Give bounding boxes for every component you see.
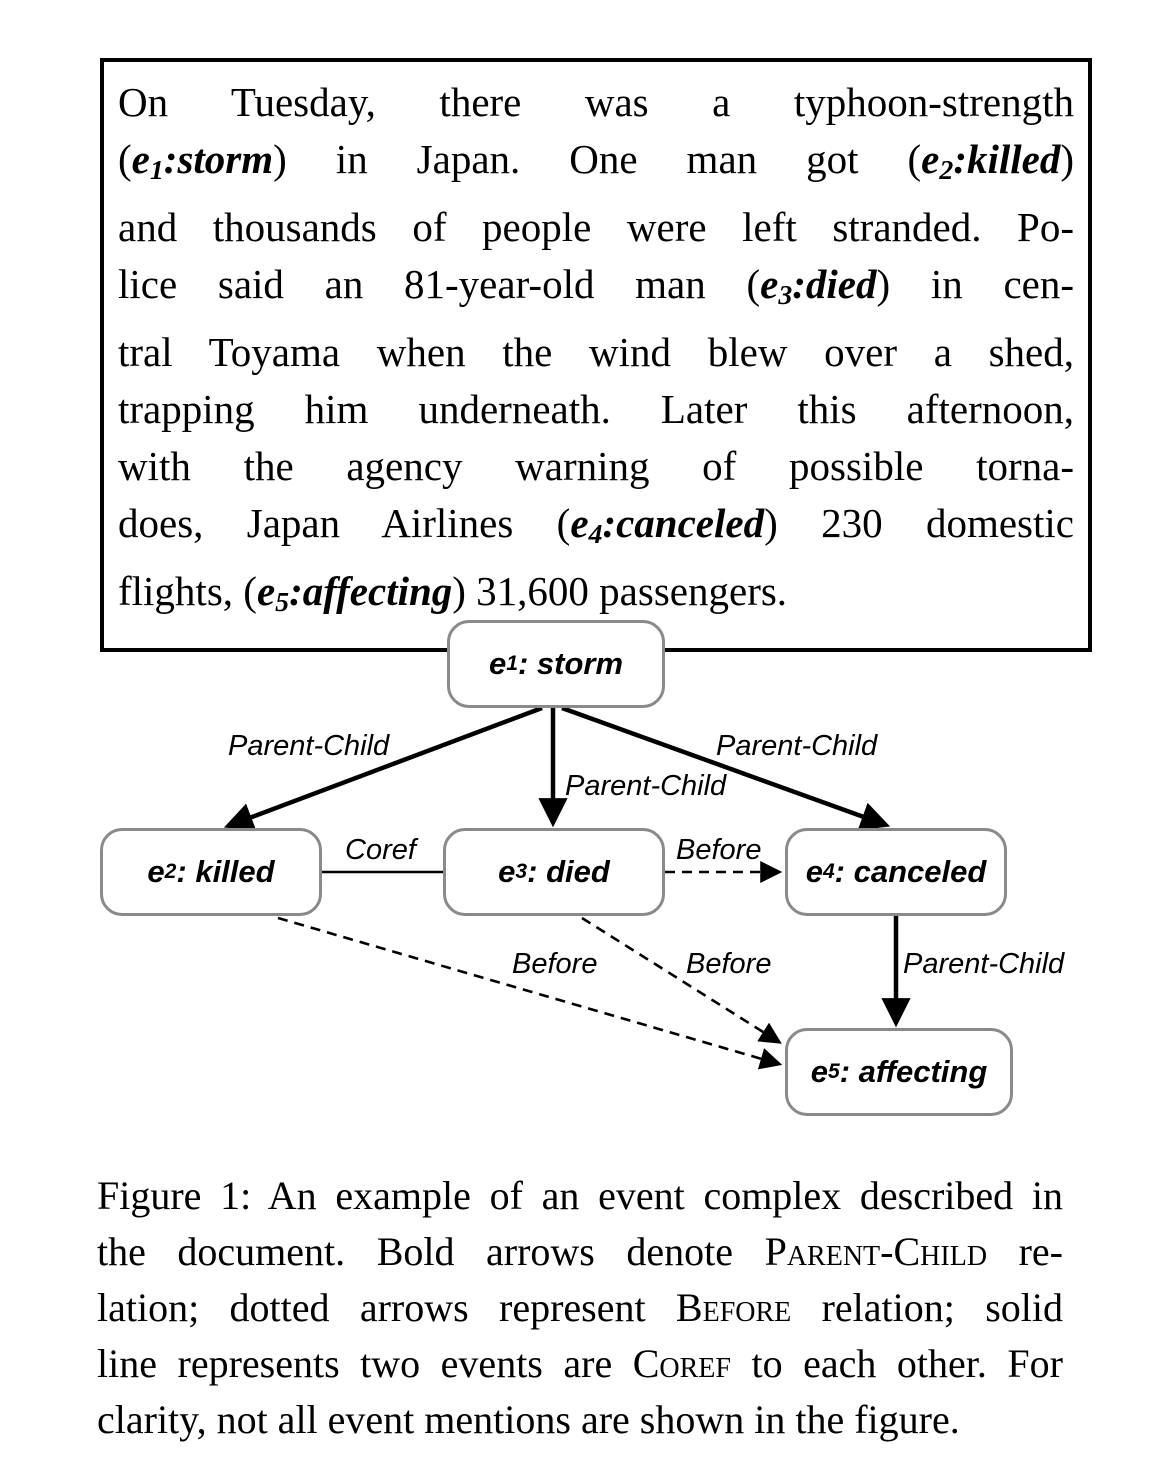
text-segment: with the agency warning of possible torna- bbox=[118, 443, 1074, 490]
text-line bbox=[97, 1336, 1063, 1392]
event-node-e4 bbox=[785, 828, 1007, 916]
text-segment: ( bbox=[118, 136, 132, 182]
text-segment-sc: Before bbox=[675, 1285, 792, 1330]
text-segment: flights, ( bbox=[118, 568, 257, 615]
text-segment: the document. Bold arrows denote bbox=[97, 1229, 765, 1274]
text-segment-evsub: 1 bbox=[149, 155, 164, 187]
text-segment: e bbox=[810, 1054, 828, 1089]
text-segment-ev: :affecting bbox=[289, 568, 453, 615]
text-segment: e bbox=[498, 854, 516, 889]
text-segment: lation; dotted arrows represent bbox=[97, 1285, 676, 1330]
text-segment: relation; solid bbox=[791, 1285, 1064, 1330]
text-segment-ev: e bbox=[760, 261, 779, 308]
text-segment: e bbox=[147, 854, 165, 889]
edge-label-before-left: Before bbox=[512, 948, 598, 980]
text-segment: ) bbox=[1060, 136, 1074, 182]
text-line bbox=[118, 324, 1074, 381]
text-segment: clarity, not all event mentions are shown in the figure. bbox=[97, 1397, 960, 1442]
figure-caption bbox=[97, 1168, 1063, 1448]
text-segment: On Tuesday, there was a typhoon-strength bbox=[118, 79, 1074, 125]
text-segment: e bbox=[488, 646, 507, 681]
example-text-box bbox=[100, 58, 1092, 652]
text-segment-evsub: 2 bbox=[939, 155, 954, 187]
text-segment-evsub: 4 bbox=[588, 519, 603, 551]
text-segment-ev: :killed bbox=[953, 136, 1061, 182]
edge-label-coref: Coref bbox=[345, 834, 416, 866]
text-segment: : storm bbox=[517, 646, 624, 681]
text-segment: and thousands of people were left stranded. Po- bbox=[118, 204, 1074, 251]
text-segment-sub: 3 bbox=[515, 860, 528, 883]
text-segment-sub: 4 bbox=[822, 860, 835, 883]
text-line bbox=[118, 131, 1074, 199]
edge-label-before-right: Before bbox=[686, 948, 772, 980]
text-segment-ev: e bbox=[131, 136, 150, 182]
edge-e1-e4-parent-child bbox=[562, 708, 886, 825]
text-segment-sc: Parent-Child bbox=[764, 1229, 988, 1274]
text-line bbox=[118, 199, 1074, 256]
event-complex-diagram bbox=[0, 612, 1156, 1137]
text-segment: lice said an 81-year-old man ( bbox=[118, 261, 761, 308]
text-segment: : affecting bbox=[839, 1054, 988, 1089]
text-segment-ev: :died bbox=[792, 261, 877, 308]
text-segment: : canceled bbox=[834, 854, 987, 889]
text-segment: does, Japan Airlines ( bbox=[118, 500, 571, 547]
text-segment: ) 230 domestic bbox=[764, 500, 1074, 547]
text-line bbox=[118, 256, 1074, 324]
text-segment: line represents two events are bbox=[97, 1341, 633, 1386]
event-node-e1 bbox=[447, 620, 665, 708]
text-line bbox=[118, 74, 1074, 131]
edge-e1-e2-parent-child bbox=[228, 708, 542, 826]
edge-label-parent-child-mid: Parent-Child bbox=[565, 770, 727, 802]
event-node-e3 bbox=[443, 828, 665, 916]
text-line bbox=[97, 1280, 1063, 1336]
text-segment: ) in cen- bbox=[876, 261, 1074, 308]
text-segment-sub: 5 bbox=[827, 1060, 840, 1083]
text-line bbox=[97, 1224, 1063, 1280]
text-segment-sub: 2 bbox=[164, 860, 177, 883]
edge-e2-e5-before bbox=[278, 918, 779, 1064]
edge-label-parent-child-left: Parent-Child bbox=[228, 730, 390, 762]
event-node-e5 bbox=[785, 1028, 1013, 1116]
text-segment-ev: e bbox=[256, 568, 276, 615]
edge-label-parent-child-bottom: Parent-Child bbox=[903, 948, 1065, 980]
edge-label-before-mid: Before bbox=[676, 834, 762, 866]
edge-label-parent-child-right: Parent-Child bbox=[716, 730, 878, 762]
text-line bbox=[118, 381, 1074, 438]
text-segment-evsub: 3 bbox=[778, 280, 793, 312]
text-segment: e bbox=[805, 854, 823, 889]
text-segment-evsub: 5 bbox=[275, 587, 290, 619]
text-segment: : killed bbox=[176, 854, 275, 889]
text-segment-sc: Coref bbox=[632, 1341, 731, 1386]
text-line bbox=[97, 1392, 1063, 1448]
text-segment-ev: e bbox=[570, 500, 589, 547]
text-segment: to each other. For bbox=[731, 1341, 1063, 1386]
text-segment: ) in Japan. One man got ( bbox=[273, 136, 922, 182]
text-segment-ev: :canceled bbox=[602, 500, 765, 547]
text-segment-ev: :storm bbox=[163, 136, 274, 182]
text-line bbox=[97, 1168, 1063, 1224]
text-segment: Figure 1: An example of an event complex described in bbox=[97, 1173, 1063, 1218]
text-segment: ) 31,600 passengers. bbox=[452, 568, 788, 615]
text-segment-ev: e bbox=[921, 136, 940, 182]
text-segment: : died bbox=[527, 854, 610, 889]
event-node-e2 bbox=[100, 828, 322, 916]
text-segment: trapping him underneath. Later this afternoon, bbox=[118, 386, 1074, 433]
text-segment: tral Toyama when the wind blew over a shed, bbox=[118, 329, 1074, 376]
text-segment-sub: 1 bbox=[506, 652, 518, 675]
text-segment: re- bbox=[987, 1229, 1063, 1274]
text-line bbox=[118, 438, 1074, 495]
text-line bbox=[118, 495, 1074, 563]
